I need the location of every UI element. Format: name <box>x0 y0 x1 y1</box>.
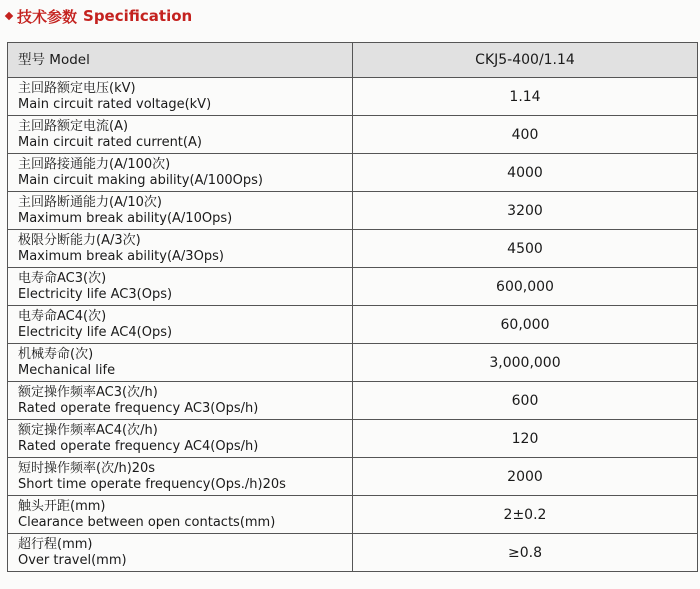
param-name-cell <box>8 192 353 230</box>
spec-table <box>7 42 698 572</box>
param-value-cell: 2000 <box>353 458 698 496</box>
param-value-cell: 600,000 <box>353 268 698 306</box>
param-name-zh: 超行程(mm) <box>18 536 93 552</box>
param-name-cell <box>8 458 353 496</box>
table-row <box>8 154 698 192</box>
model-value: CKJ5-400/1.14 <box>353 43 698 78</box>
heading-zh: 技术参数 <box>17 7 78 26</box>
param-name-en: Rated operate frequency AC3(Ops/h) <box>18 400 259 416</box>
param-name-en: Maximum break ability(A/3Ops) <box>18 248 224 264</box>
param-name-cell <box>8 534 353 572</box>
param-name-en: Main circuit rated voltage(kV) <box>18 96 212 112</box>
param-value-cell: 60,000 <box>353 306 698 344</box>
param-value-cell: 600 <box>353 382 698 420</box>
param-name-en: Maximum break ability(A/10Ops) <box>18 210 233 226</box>
param-value-cell: 2±0.2 <box>353 496 698 534</box>
param-value-cell: ≥0.8 <box>353 534 698 572</box>
param-name-en: Short time operate frequency(Ops./h)20s <box>18 476 286 492</box>
param-name-en: Electricity life AC3(Ops) <box>18 286 173 302</box>
table-row <box>8 306 698 344</box>
table-row <box>8 534 698 572</box>
param-value-cell: 120 <box>353 420 698 458</box>
table-row <box>8 420 698 458</box>
param-value-cell: 400 <box>353 116 698 154</box>
table-row <box>8 382 698 420</box>
param-name-cell <box>8 420 353 458</box>
param-name-zh: 电寿命AC4(次) <box>18 308 107 324</box>
param-name-zh: 主回路额定电流(A) <box>18 118 129 134</box>
param-name-cell <box>8 230 353 268</box>
table-row <box>8 268 698 306</box>
table-header-row <box>8 43 698 78</box>
param-name-cell <box>8 268 353 306</box>
param-name-cell <box>8 496 353 534</box>
param-name-cell <box>8 154 353 192</box>
table-row <box>8 116 698 154</box>
heading-en: Specification <box>83 7 193 25</box>
param-name-en: Mechanical life <box>18 362 116 378</box>
param-name-en: Over travel(mm) <box>18 552 127 568</box>
param-name-zh: 极限分断能力(A/3次) <box>18 232 141 248</box>
param-name-cell <box>8 116 353 154</box>
param-name-en: Main circuit making ability(A/100Ops) <box>18 172 263 188</box>
param-name-zh: 主回路断通能力(A/10次) <box>18 194 162 210</box>
param-name-zh: 主回路接通能力(A/100次) <box>18 156 171 172</box>
param-name-zh: 额定操作频率AC4(次/h) <box>18 422 158 438</box>
param-name-zh: 短时操作频率(次/h)20s <box>18 460 156 476</box>
table-row <box>8 192 698 230</box>
param-name-en: Clearance between open contacts(mm) <box>18 514 276 530</box>
table-row <box>8 458 698 496</box>
model-label: 型号 Model <box>8 43 353 78</box>
param-value-cell: 4500 <box>353 230 698 268</box>
param-name-en: Rated operate frequency AC4(Ops/h) <box>18 438 259 454</box>
param-name-en: Main circuit rated current(A) <box>18 134 202 150</box>
param-value-cell: 3,000,000 <box>353 344 698 382</box>
param-name-zh: 电寿命AC3(次) <box>18 270 107 286</box>
param-value-cell: 3200 <box>353 192 698 230</box>
table-row <box>8 230 698 268</box>
table-row <box>8 496 698 534</box>
table-row <box>8 344 698 382</box>
param-name-zh: 机械寿命(次) <box>18 346 94 362</box>
param-name-cell <box>8 306 353 344</box>
param-name-zh: 触头开距(mm) <box>18 498 106 514</box>
section-heading <box>6 4 192 28</box>
param-name-zh: 主回路额定电压(kV) <box>18 80 136 96</box>
table-row <box>8 78 698 116</box>
param-name-zh: 额定操作频率AC3(次/h) <box>18 384 158 400</box>
param-name-en: Electricity life AC4(Ops) <box>18 324 173 340</box>
param-value-cell: 1.14 <box>353 78 698 116</box>
diamond-bullet-icon <box>5 12 13 20</box>
param-name-cell <box>8 382 353 420</box>
param-name-cell <box>8 344 353 382</box>
param-name-cell <box>8 78 353 116</box>
param-value-cell: 4000 <box>353 154 698 192</box>
